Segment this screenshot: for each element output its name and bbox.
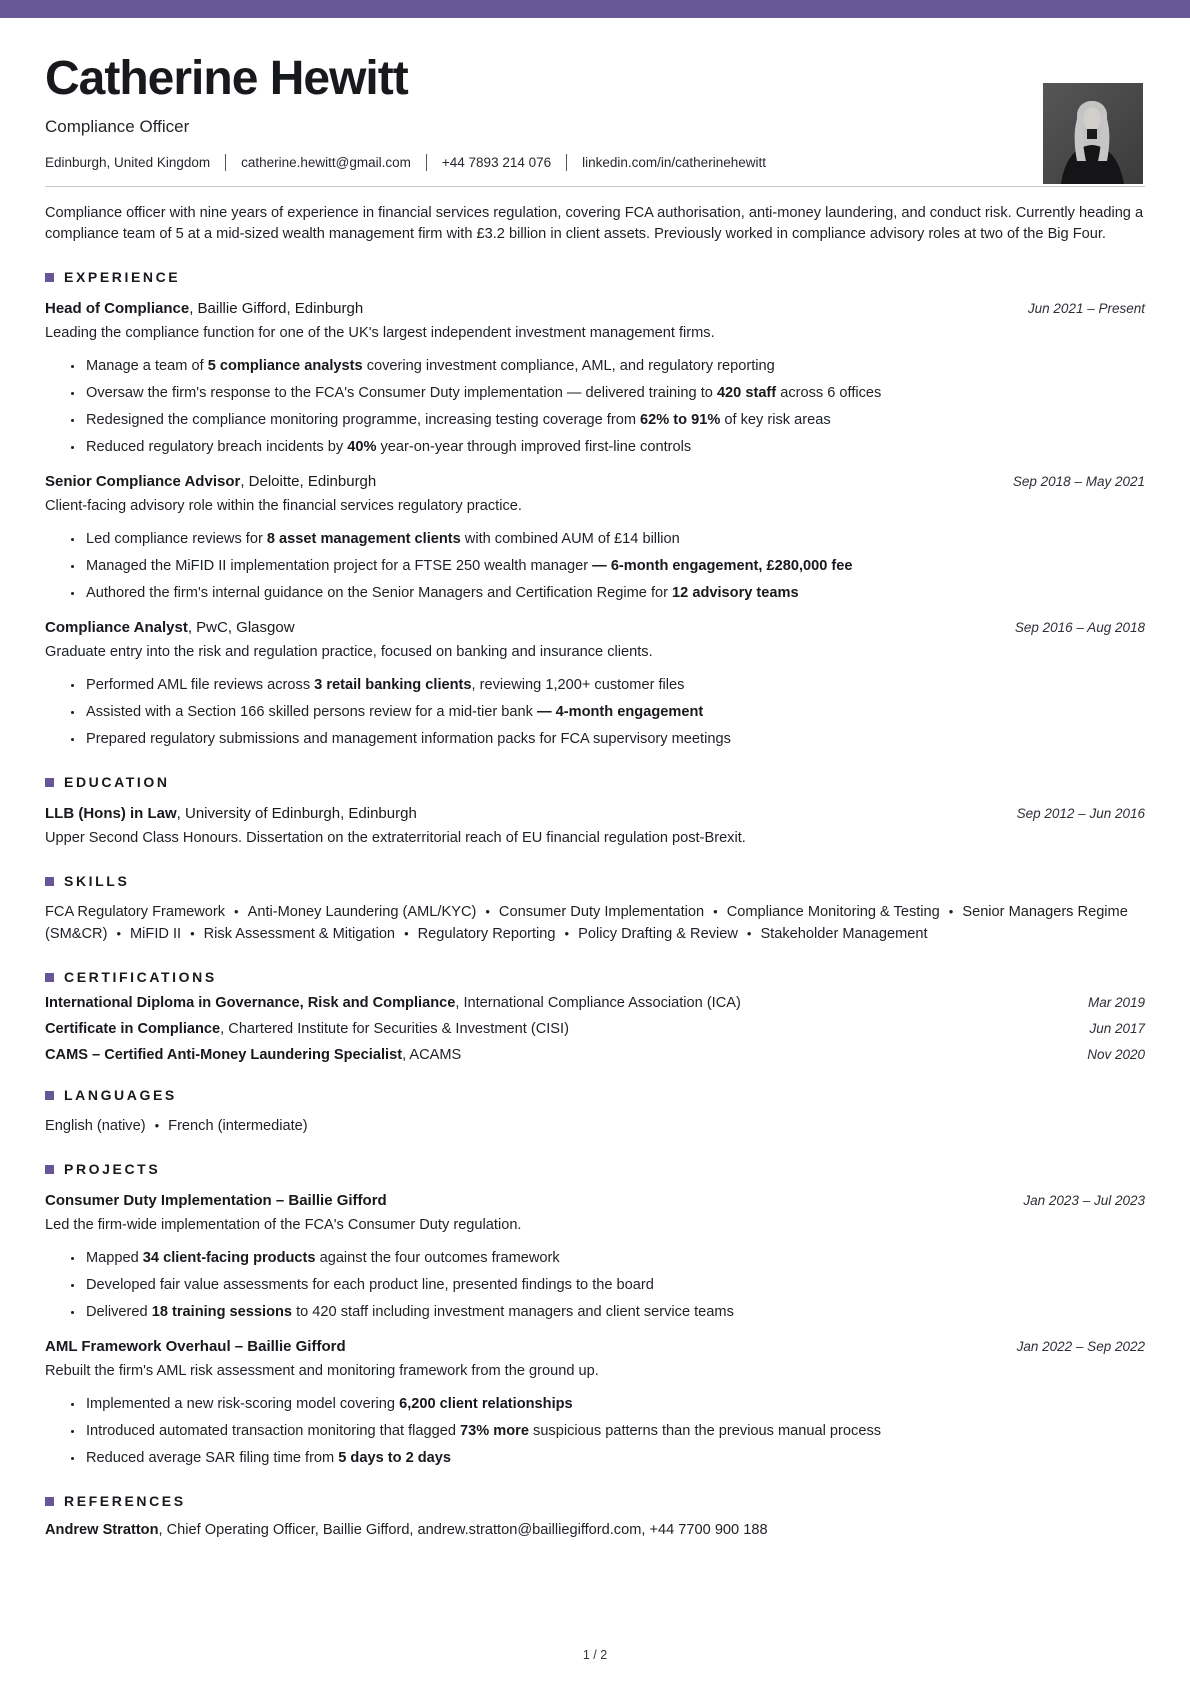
section-marker-square (45, 877, 54, 886)
section-heading (45, 269, 1145, 285)
section-marker-square (45, 778, 54, 787)
bullet-item (84, 702, 1145, 723)
certification-issuer: , Chartered Institute for Securities & Investment (CISI) (220, 1021, 569, 1038)
portrait-illustration (1043, 83, 1143, 184)
section-education (45, 774, 1145, 849)
bullet-item (84, 1248, 1145, 1269)
contact-separator (566, 154, 567, 171)
section-heading-label: EXPERIENCE (64, 269, 181, 286)
skills-item: Consumer Duty Implementation (498, 904, 705, 921)
contact-item: linkedin.com/in/catherinehewitt (582, 155, 766, 171)
text: Implemented a new risk-scoring model covering (86, 1396, 400, 1413)
bold-text: 40% (347, 439, 377, 456)
bold-text: 73% more (460, 1423, 529, 1440)
text: across 6 offices (776, 385, 882, 402)
bold-text: 62% to 91% (640, 412, 721, 429)
text: Prepared regulatory submissions and management information packs for FCA supervisory meetings (86, 731, 731, 748)
entry-dates: Jun 2021 – Present (1027, 301, 1145, 317)
text: Redesigned the compliance monitoring programme, increasing testing coverage from (86, 412, 641, 429)
certification-date: Mar 2019 (1087, 995, 1145, 1011)
contact-row (45, 154, 1145, 171)
education-entry (45, 805, 1145, 849)
candidate-name: Catherine Hewitt (45, 52, 408, 105)
entry-description: Rebuilt the firm's AML risk assessment and monitoring framework from the ground up. (45, 1363, 599, 1380)
resume-page (0, 54, 1190, 1538)
entry-description: Graduate entry into the risk and regulation practice, focused on banking and insurance clients. (45, 644, 653, 661)
bold-text: 5 days to 2 days (338, 1450, 452, 1467)
bold-text: — 4-month engagement (537, 704, 704, 721)
section-projects (45, 1161, 1145, 1469)
section-certifications (45, 969, 1145, 1063)
certification-row (45, 1047, 1145, 1063)
bullet-item (84, 583, 1145, 604)
certification-row (45, 995, 1145, 1011)
text: Introduced automated transaction monitoring that flagged (86, 1423, 461, 1440)
reference-details: , Chief Operating Officer, Baillie Gifford, andrew.stratton@bailliegifford.com, +44 7700 900 188 (158, 1522, 768, 1539)
bullet-item (84, 729, 1145, 750)
entry-bullet-list (45, 1394, 1145, 1469)
entry-bullet-list (45, 1248, 1145, 1323)
entry-header (45, 300, 1145, 317)
reference-name: Andrew Stratton (45, 1522, 159, 1539)
section-heading (45, 774, 1145, 790)
text: with combined AUM of £14 billion (460, 531, 680, 548)
bold-text: — 6-month engagement, £280,000 fee (592, 558, 853, 575)
entry-title-detail: , PwC, Glasgow (187, 619, 295, 637)
text: against the four outcomes framework (315, 1250, 560, 1267)
contact-separator (426, 154, 427, 171)
skills-item: Policy Drafting & Review (578, 926, 738, 943)
text: covering investment compliance, AML, and regulatory reporting (362, 358, 775, 375)
certification-row (45, 1021, 1145, 1037)
text: Managed the MiFID II implementation project for a FTSE 250 wealth manager (86, 558, 593, 575)
list-dot-separator: • (190, 926, 195, 942)
top-accent-bar (0, 0, 1190, 18)
list-dot-separator: • (713, 904, 718, 920)
text: Oversaw the firm's response to the FCA's Consumer Duty implementation — delivered training to (86, 385, 717, 402)
skills-item: Compliance Monitoring & Testing (726, 904, 940, 921)
section-heading-label: REFERENCES (64, 1493, 186, 1510)
languages-item: English (native) (45, 1118, 146, 1135)
bullet-item (84, 410, 1145, 431)
bold-text: 5 compliance analysts (207, 358, 363, 375)
bullet-item (84, 356, 1145, 377)
list-dot-separator: • (746, 926, 752, 942)
entry-title (45, 300, 363, 317)
section-references (45, 1493, 1145, 1538)
entry-header (45, 619, 1145, 636)
entry-dates: Jan 2022 – Sep 2022 (1016, 1339, 1145, 1355)
bullet-item (84, 1421, 1145, 1442)
section-heading-label: PROJECTS (64, 1161, 161, 1178)
entry-title (45, 805, 417, 822)
languages-list (45, 1115, 1145, 1137)
entry-title (45, 473, 376, 490)
certification-name: CAMS – Certified Anti-Money Laundering Specialist (45, 1047, 403, 1064)
text: Assisted with a Section 166 skilled persons review for a mid-tier bank (86, 704, 537, 721)
entry-title-main: Consumer Duty Implementation – Baillie Gifford (45, 1192, 387, 1210)
experience-entry (45, 619, 1145, 750)
candidate-title: Compliance Officer (45, 117, 190, 137)
bullet-item (84, 1394, 1145, 1415)
entry-description: Leading the compliance function for one of the UK's largest independent investment management firms. (45, 325, 715, 342)
sections-container (45, 269, 1145, 1538)
section-languages (45, 1087, 1145, 1137)
list-dot-separator: • (116, 926, 121, 942)
projects-entry (45, 1192, 1145, 1323)
list-dot-separator: • (154, 1118, 160, 1134)
section-heading-label: LANGUAGES (64, 1087, 177, 1104)
certification-name: International Diploma in Governance, Risk and Compliance (45, 995, 456, 1012)
entry-description: Led the firm-wide implementation of the FCA's Consumer Duty regulation. (45, 1217, 522, 1234)
certification-date: Nov 2020 (1087, 1047, 1145, 1063)
certification-issuer: , International Compliance Association (ICA) (455, 995, 741, 1012)
entry-dates: Sep 2016 – Aug 2018 (1014, 620, 1145, 636)
entry-dates: Sep 2018 – May 2021 (1012, 474, 1145, 490)
entry-header (45, 1192, 1145, 1209)
skills-item: Risk Assessment & Mitigation (203, 926, 396, 943)
entry-header (45, 1338, 1145, 1355)
section-marker-square (45, 1091, 54, 1100)
entry-bullet-list (45, 529, 1145, 604)
section-heading-label: SKILLS (64, 873, 130, 890)
skills-item: Regulatory Reporting (417, 926, 556, 943)
skills-item: Senior Managers Regime (SM&CR) (45, 904, 1128, 943)
bullet-item (84, 1302, 1145, 1323)
entry-dates: Sep 2012 – Jun 2016 (1016, 806, 1145, 822)
certification-date: Jun 2017 (1089, 1021, 1145, 1037)
text: to 420 staff including investment managers and client service teams (292, 1304, 734, 1321)
experience-entry (45, 473, 1145, 604)
contact-item: Edinburgh, United Kingdom (45, 155, 211, 171)
entry-title-main: Compliance Analyst (45, 619, 188, 637)
projects-entry (45, 1338, 1145, 1469)
bullet-item (84, 437, 1145, 458)
entry-dates: Jan 2023 – Jul 2023 (1023, 1193, 1145, 1209)
text: Performed AML file reviews across (86, 677, 315, 694)
text: suspicious patterns than the previous manual process (528, 1423, 882, 1440)
skills-item: Anti-Money Laundering (AML/KYC) (247, 904, 477, 921)
section-experience (45, 269, 1145, 750)
bold-text: 12 advisory teams (672, 585, 799, 602)
reference-line (45, 1522, 1145, 1538)
list-dot-separator: • (564, 926, 570, 942)
profile-photo (1043, 83, 1143, 184)
text: Reduced regulatory breach incidents by (86, 439, 348, 456)
list-dot-separator: • (485, 904, 490, 920)
bullet-item (84, 556, 1145, 577)
section-heading (45, 1493, 1145, 1509)
entry-title (45, 1338, 346, 1355)
skills-item: FCA Regulatory Framework (45, 904, 226, 921)
bold-text: 6,200 client relationships (399, 1396, 573, 1413)
entry-header (45, 805, 1145, 822)
entry-title-detail: , University of Edinburgh, Edinburgh (176, 805, 417, 823)
bullet-item (84, 383, 1145, 404)
bold-text: 420 staff (716, 385, 777, 402)
bullet-item (84, 1448, 1145, 1469)
entry-description: Client-facing advisory role within the financial services regulatory practice. (45, 498, 522, 515)
text: year-on-year through improved first-line controls (376, 439, 692, 456)
contact-separator (225, 154, 226, 171)
bullet-item (84, 675, 1145, 696)
certification-name: Certificate in Compliance (45, 1021, 221, 1038)
entry-title (45, 619, 295, 636)
text: Reduced average SAR filing time from (86, 1450, 339, 1467)
bold-text: 34 client-facing products (142, 1250, 316, 1267)
text: Delivered (86, 1304, 152, 1321)
text: of key risk areas (720, 412, 831, 429)
skills-item: Stakeholder Management (760, 926, 928, 943)
section-heading-label: EDUCATION (64, 774, 170, 791)
entry-bullet-list (45, 356, 1145, 458)
entry-title-detail: , Deloitte, Edinburgh (240, 473, 377, 491)
header-divider (45, 186, 1145, 187)
section-heading (45, 1161, 1145, 1177)
skills-item: MiFID II (130, 926, 182, 943)
section-heading (45, 1087, 1145, 1103)
page-indicator: 1 / 2 (582, 1648, 608, 1662)
section-marker-square (45, 273, 54, 282)
certification-text (45, 1021, 569, 1037)
text: Developed fair value assessments for each product line, presented findings to the board (86, 1277, 654, 1294)
entry-title-main: LLB (Hons) in Law (45, 805, 177, 823)
list-dot-separator: • (234, 904, 239, 920)
text: Led compliance reviews for (86, 531, 267, 548)
section-skills (45, 873, 1145, 945)
text: , reviewing 1,200+ customer files (471, 677, 685, 694)
experience-entry (45, 300, 1145, 458)
text: Manage a team of (86, 358, 208, 375)
entry-title-main: Head of Compliance (45, 300, 190, 318)
contact-item: +44 7893 214 076 (441, 155, 552, 171)
summary-paragraph: Compliance officer with nine years of experience in financial services regulation, covering FCA authorisation, anti-money laundering, and conduct risk. Currently heading a compliance team of 5 at a mid-sized wealth management firm with £3.2 billion in client assets. Previously worked in compliance advisory roles at two of the Big Four. (45, 205, 1144, 243)
text: Authored the firm's internal guidance on the Senior Managers and Certification Regime for (86, 585, 673, 602)
section-marker-square (45, 1497, 54, 1506)
entry-title (45, 1192, 387, 1209)
entry-title-main: AML Framework Overhaul – Baillie Gifford (45, 1338, 346, 1356)
bold-text: 18 training sessions (151, 1304, 293, 1321)
entry-header (45, 473, 1145, 490)
bullet-item (84, 1275, 1145, 1296)
entry-bullet-list (45, 675, 1145, 750)
section-heading (45, 969, 1145, 985)
entry-title-detail: , Baillie Gifford, Edinburgh (189, 300, 364, 318)
certification-text (45, 995, 741, 1011)
list-dot-separator: • (404, 926, 409, 942)
bold-text: 3 retail banking clients (314, 677, 472, 694)
section-marker-square (45, 1165, 54, 1174)
section-heading (45, 873, 1145, 889)
bold-text: 8 asset management clients (266, 531, 461, 548)
entry-description: Upper Second Class Honours. Dissertation on the extraterritorial reach of EU financial regulation post-Brexit. (45, 830, 746, 847)
certification-text (45, 1047, 461, 1063)
list-dot-separator: • (948, 904, 954, 920)
certification-issuer: , ACAMS (402, 1047, 462, 1064)
skills-list (45, 901, 1145, 945)
entry-title-main: Senior Compliance Advisor (45, 473, 241, 491)
contact-item: catherine.hewitt@gmail.com (241, 155, 411, 171)
text: Mapped (86, 1250, 143, 1267)
languages-item: French (intermediate) (168, 1118, 308, 1135)
bullet-item (84, 529, 1145, 550)
section-heading-label: CERTIFICATIONS (64, 969, 217, 986)
section-marker-square (45, 973, 54, 982)
